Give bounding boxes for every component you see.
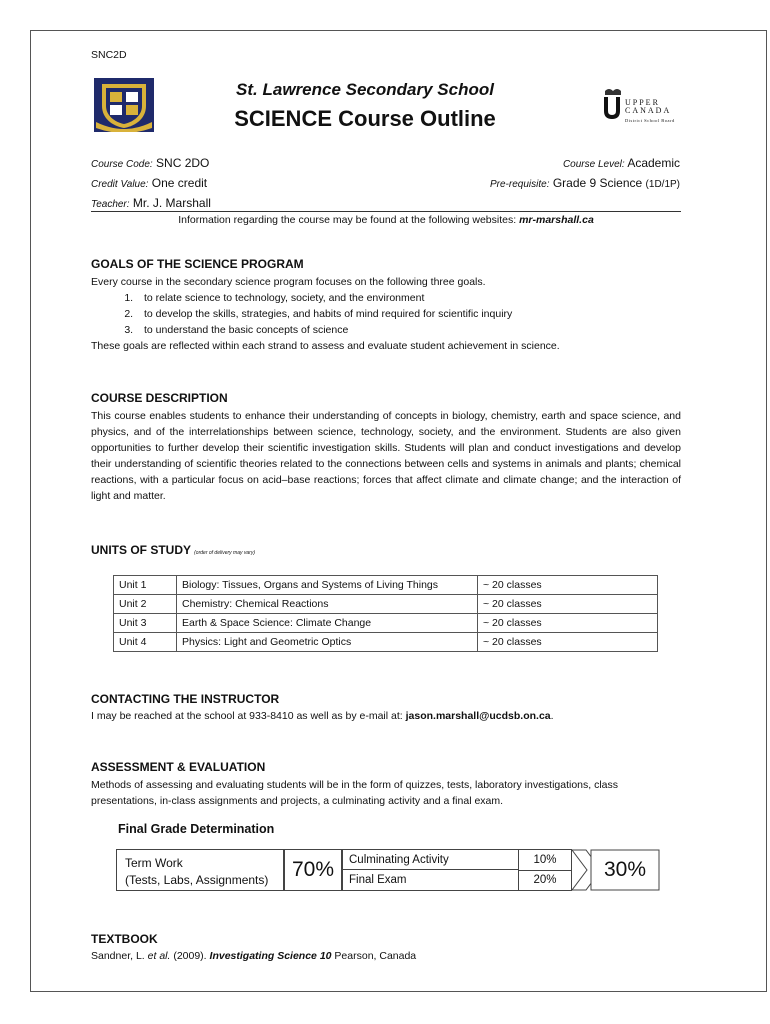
unit-cell: Unit 2: [114, 595, 177, 614]
goals-section: [91, 274, 681, 354]
prereq-value: Grade 9 Science: [552, 176, 643, 190]
board-logo-text-2: CANADA: [625, 106, 672, 115]
table-row: [114, 633, 658, 652]
contact-end: .: [550, 710, 554, 722]
header-rule: [91, 211, 681, 212]
textbook-year: (2009).: [173, 950, 207, 962]
textbook-authors: Sandner, L.: [91, 950, 145, 962]
final-total-percent: 30%: [603, 858, 647, 881]
goal-item: 2. to develop the skills, strategies, and habits of mind required for scientific inquiry: [136, 306, 681, 322]
credit-value: One credit: [151, 176, 208, 190]
table-row: [114, 576, 658, 595]
textbook-heading: TEXTBOOK: [91, 932, 158, 946]
units-heading: [91, 543, 255, 557]
table-row: [114, 614, 658, 633]
goals-heading: GOALS OF THE SCIENCE PROGRAM: [91, 257, 304, 271]
table-row: [114, 595, 658, 614]
term-work-detail: (Tests, Labs, Assignments): [125, 873, 269, 887]
units-table: [113, 575, 658, 652]
board-logo-mark: [601, 87, 623, 123]
credit-label: Credit Value:: [91, 179, 149, 190]
term-work-box: [116, 849, 284, 891]
contact-heading: CONTACTING THE INSTRUCTOR: [91, 692, 280, 706]
textbook-etal: et al.: [147, 950, 171, 962]
website-line: [91, 214, 681, 226]
teacher-value: Mr. J. Marshall: [132, 196, 211, 210]
goal-item: 3. to understand the basic concepts of science: [136, 322, 681, 338]
units-note: (order of delivery may vary): [194, 550, 255, 556]
course-code-value: SNC 2DO: [156, 156, 210, 170]
unit-cell: Unit 4: [114, 633, 177, 652]
goals-intro: Every course in the secondary science program focuses on the following three goals.: [91, 276, 486, 288]
document-title: SCIENCE Course Outline: [234, 106, 496, 131]
teacher-label: Teacher:: [91, 199, 130, 210]
course-code-label: Course Code:: [91, 159, 153, 170]
unit-cell: Unit 3: [114, 614, 177, 633]
topic-cell: Chemistry: Chemical Reactions: [177, 595, 478, 614]
contact-line: [91, 708, 681, 724]
website-link[interactable]: mr-marshall.ca: [519, 214, 594, 226]
topic-cell: Physics: Light and Geometric Optics: [177, 633, 478, 652]
final-grade-heading: Final Grade Determination: [118, 822, 275, 836]
culminating-percent: 10%: [519, 850, 571, 871]
exam-percent: 20%: [533, 874, 557, 886]
description-text: This course enables students to enhance their understanding of concepts in biology, chemistry, earth and space science, and physics, and of the interrelationships between science, technology, society, and the environment. Students are also given opportunities to further develop their scientific investigation skills. Students will plan and conduct investigations and develop their understanding of scientific theories related to the connections between cells and systems in animals and plants; chemical reactions, with a particular focus on acid–base reactions; forces that affect climate and climate change; and the interaction of light and matter.: [91, 410, 681, 502]
board-logo-text-1: UPPER: [625, 98, 660, 107]
textbook-reference: [91, 950, 416, 962]
course-meta-right: [490, 154, 680, 194]
board-logo: [601, 87, 691, 131]
description-heading: COURSE DESCRIPTION: [91, 391, 228, 405]
exam-label: Final Exam: [343, 870, 519, 890]
duration-cell: ~ 20 classes: [478, 633, 658, 652]
unit-cell: Unit 1: [114, 576, 177, 595]
topic-cell: Earth & Space Science: Climate Change: [177, 614, 478, 633]
assessment-text: Methods of assessing and evaluating students will be in the form of quizzes, tests, laboratory investigations, class presentations, in-class assignments and projects, a culminating activity and a final exam.: [91, 779, 619, 807]
textbook-publisher: Pearson, Canada: [334, 950, 417, 962]
level-label: Course Level:: [562, 159, 625, 170]
duration-cell: ~ 20 classes: [478, 576, 658, 595]
course-code-tag: SNC2D: [91, 49, 127, 61]
board-logo-text-3: District School Board: [625, 118, 675, 123]
assessment-heading: ASSESSMENT & EVALUATION: [91, 760, 266, 774]
goal-item: 1. to relate science to technology, society, and the environment: [136, 290, 681, 306]
term-work-percent: 70%: [284, 849, 342, 891]
topic-cell: Biology: Tissues, Organs and Systems of Living Things: [177, 576, 478, 595]
contact-text: I may be reached at the school at 933-8410 as well as by e-mail at:: [91, 710, 403, 722]
course-meta-left: [91, 154, 211, 214]
prereq-label: Pre-requisite:: [490, 179, 550, 190]
textbook-title: Investigating Science 10: [209, 950, 332, 962]
duration-cell: ~ 20 classes: [478, 614, 658, 633]
summative-box: [342, 849, 572, 891]
term-work-label: Term Work: [125, 856, 183, 870]
goals-list: [91, 290, 681, 338]
school-crest-logo: [94, 78, 154, 132]
units-heading-text: UNITS OF STUDY: [91, 543, 191, 557]
website-text: Information regarding the course may be found at the following websites:: [178, 214, 517, 226]
prereq-codes: (1D/1P): [645, 179, 680, 190]
goals-outro: These goals are reflected within each strand to assess and evaluate student achievement in science.: [91, 340, 560, 352]
level-value: Academic: [627, 156, 680, 170]
school-name: St. Lawrence Secondary School: [236, 80, 494, 99]
instructor-email-link[interactable]: jason.marshall@ucdsb.on.ca: [405, 710, 551, 722]
culminating-label: Culminating Activity: [343, 850, 519, 870]
duration-cell: ~ 20 classes: [478, 595, 658, 614]
